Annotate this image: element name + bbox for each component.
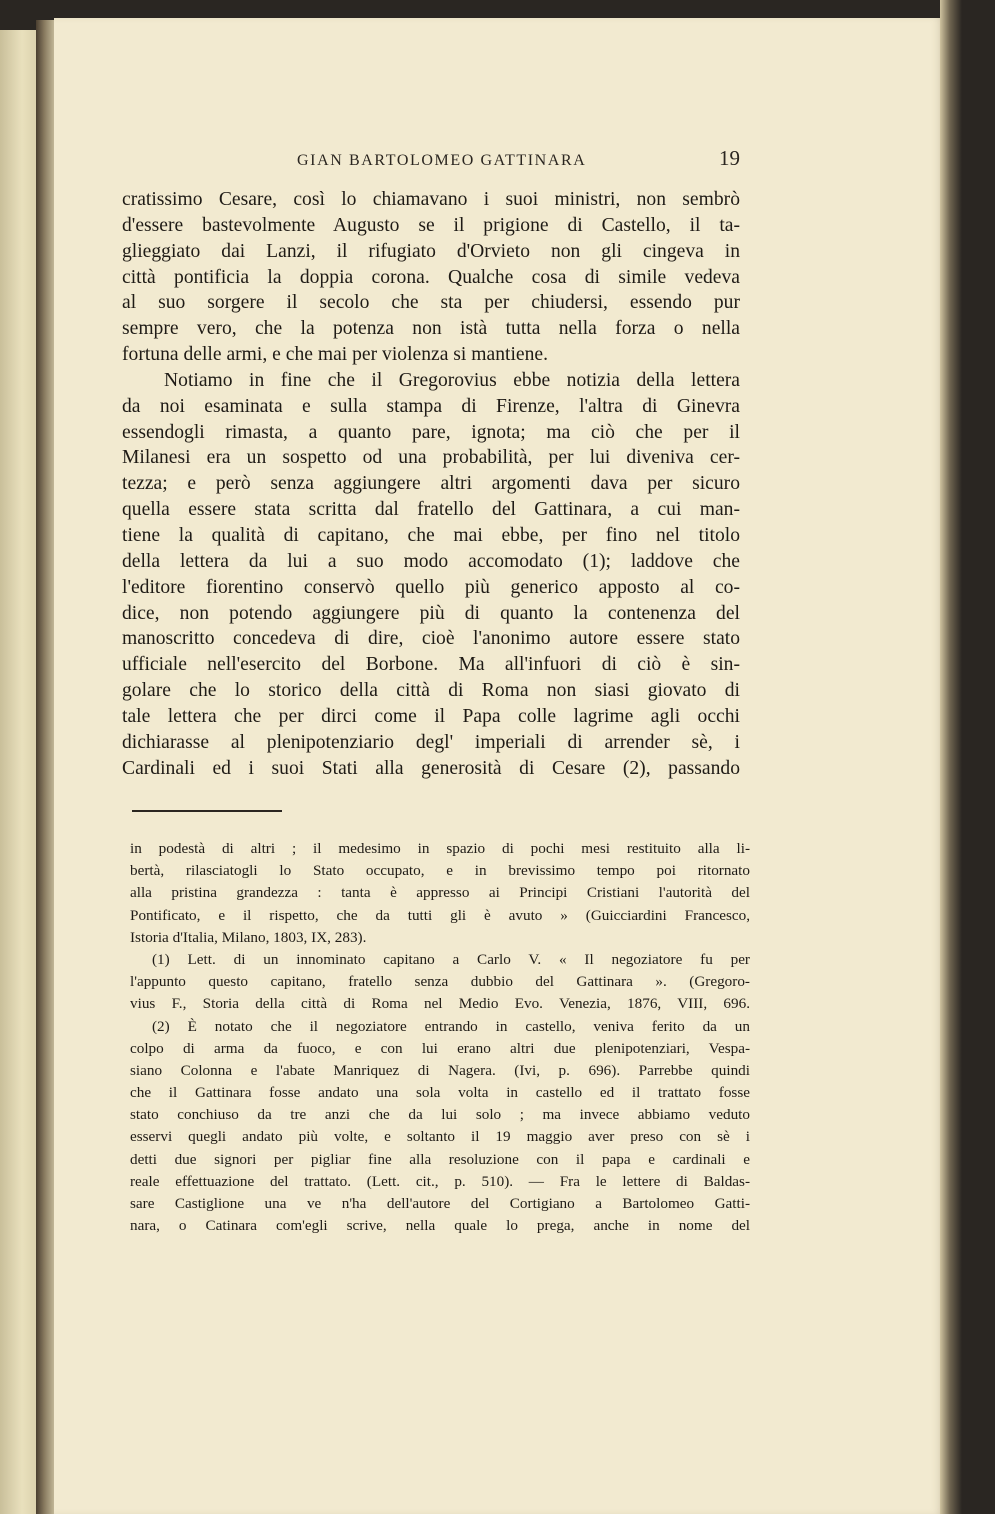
footnote-line: siano Colonna e l'abate Manriquez di Nagera. (Ivi, p. 696). Parrebbe quindi bbox=[130, 1061, 750, 1079]
text-line: dice, non potendo aggiungere più di quanto la contenenza del bbox=[122, 602, 740, 624]
text-line: cratissimo Cesare, così lo chiamavano i suoi ministri, non sembrò bbox=[122, 189, 740, 210]
footnote-separator bbox=[132, 810, 282, 812]
body-text bbox=[122, 187, 740, 781]
text-line: Cardinali ed i suoi Stati alla generosità di Cesare (2), passando bbox=[122, 757, 740, 779]
text-line: ufficiale nell'esercito del Borbone. Ma all'infuori di ciò è sin- bbox=[122, 654, 740, 676]
text-line: Notiamo in fine che il Gregorovius ebbe notizia della lettera bbox=[164, 369, 740, 391]
text-line: tiene la qualità di capitano, che mai ebbe, per fino nel titolo bbox=[122, 524, 740, 546]
text-line: Milanesi era un sospetto od una probabilità, per lui diveniva cer- bbox=[122, 447, 740, 469]
text-line: della lettera da lui a suo modo accomodato (1); laddove che bbox=[122, 550, 740, 572]
running-title: GIAN BARTOLOMEO GATTINARA bbox=[297, 152, 587, 169]
footnote-line: bertà, rilasciatogli lo Stato occupato, e in brevissimo tempo poi ritornato bbox=[130, 862, 750, 880]
footnote-line: Pontificato, e il rispetto, che da tutti gli è avuto » (Guicciardini Francesco, bbox=[130, 906, 750, 924]
footnote-line: (2) È notato che il negoziatore entrando in castello, veniva ferito da un bbox=[152, 1017, 750, 1035]
text-line: d'essere bastevolmente Augusto se il prigione di Castello, il ta- bbox=[122, 214, 740, 236]
text-line: essendogli rimasta, a quanto pare, ignota; ma ciò che per il bbox=[122, 421, 740, 443]
footnote-line: vius F., Storia della città di Roma nel Medio Evo. Venezia, 1876, VIII, 696. bbox=[130, 995, 750, 1013]
page-header bbox=[297, 146, 740, 176]
footnote-line: in podestà di altri ; il medesimo in spazio di pochi mesi restituito alla li- bbox=[130, 840, 750, 857]
text-line: tezza; e però senza aggiungere altri argomenti dava per sicuro bbox=[122, 473, 740, 495]
footnotes bbox=[130, 838, 750, 1237]
footnote-line: reale effettuazione del trattato. (Lett. cit., p. 510). — Fra le lettere di Baldas- bbox=[130, 1172, 750, 1190]
footnote-line: detti due signori per pigliar fine alla resoluzione con il papa e cardinali e bbox=[130, 1150, 750, 1168]
text-line: fortuna delle armi, e che mai per violenza si mantiene. bbox=[122, 344, 548, 366]
footnote-line: colpo di arma da fuoco, e con lui erano altri due plenipotenziari, Vespa- bbox=[130, 1039, 750, 1057]
footnote-line: Istoria d'Italia, Milano, 1803, IX, 283). bbox=[130, 928, 367, 946]
text-line: da noi esaminata e sulla stampa di Firenze, l'altra di Ginevra bbox=[122, 395, 740, 417]
text-line: glieggiato dai Lanzi, il rifugiato d'Orvieto non gli cingeva in bbox=[122, 240, 740, 262]
facing-page-edge bbox=[0, 30, 40, 1514]
text-line: tale lettera che per dirci come il Papa colle lagrime agli occhi bbox=[122, 705, 740, 727]
text-line: quella essere stata scritta dal fratello del Gattinara, a cui man- bbox=[122, 499, 740, 521]
footnote-line: l'appunto questo capitano, fratello senza dubbio del Gattinara ». (Gregoro- bbox=[130, 973, 750, 991]
footnote-line: alla pristina grandezza : tanta è appresso ai Principi Cristiani l'autorità del bbox=[130, 884, 750, 902]
footnote-line: sare Castiglione una ve n'ha dell'autore del Cortigiano a Bartolomeo Gatti- bbox=[130, 1195, 750, 1212]
text-line: l'editore fiorentino conservò quello più generico apposto al co- bbox=[122, 576, 740, 598]
text-line: città pontificia la doppia corona. Qualche cosa di simile vedeva bbox=[122, 266, 740, 288]
footnote-line: esservi quegli andato più volte, e soltanto il 19 maggio aver preso con sè i bbox=[130, 1128, 750, 1146]
footnote-line: che il Gattinara fosse andato una sola volta in castello ed il trattato fosse bbox=[130, 1084, 750, 1102]
text-line: manoscritto concedeva di dire, cioè l'anonimo autore essere stato bbox=[122, 628, 740, 650]
footnote-line: stato conchiuso da tre anzi che da lui solo ; ma invece abbiamo veduto bbox=[130, 1106, 750, 1124]
text-line: al suo sorgere il secolo che sta per chiudersi, essendo pur bbox=[122, 292, 740, 314]
page-number: 19 bbox=[719, 146, 740, 170]
text-line: sempre vero, che la potenza non istà tutta nella forza o nella bbox=[122, 318, 740, 340]
footnote-line: nara, o Catinara com'egli scrive, nella quale lo prega, anche in nome del bbox=[130, 1217, 750, 1235]
text-line: dichiarasse al plenipotenziario degl' imperiali di arrender sè, i bbox=[122, 731, 740, 753]
text-line: golare che lo storico della città di Roma non siasi giovato di bbox=[122, 680, 740, 702]
footnote-line: (1) Lett. di un innominato capitano a Carlo V. « Il negoziatore fu per bbox=[152, 950, 750, 968]
scan-background bbox=[940, 0, 995, 1514]
